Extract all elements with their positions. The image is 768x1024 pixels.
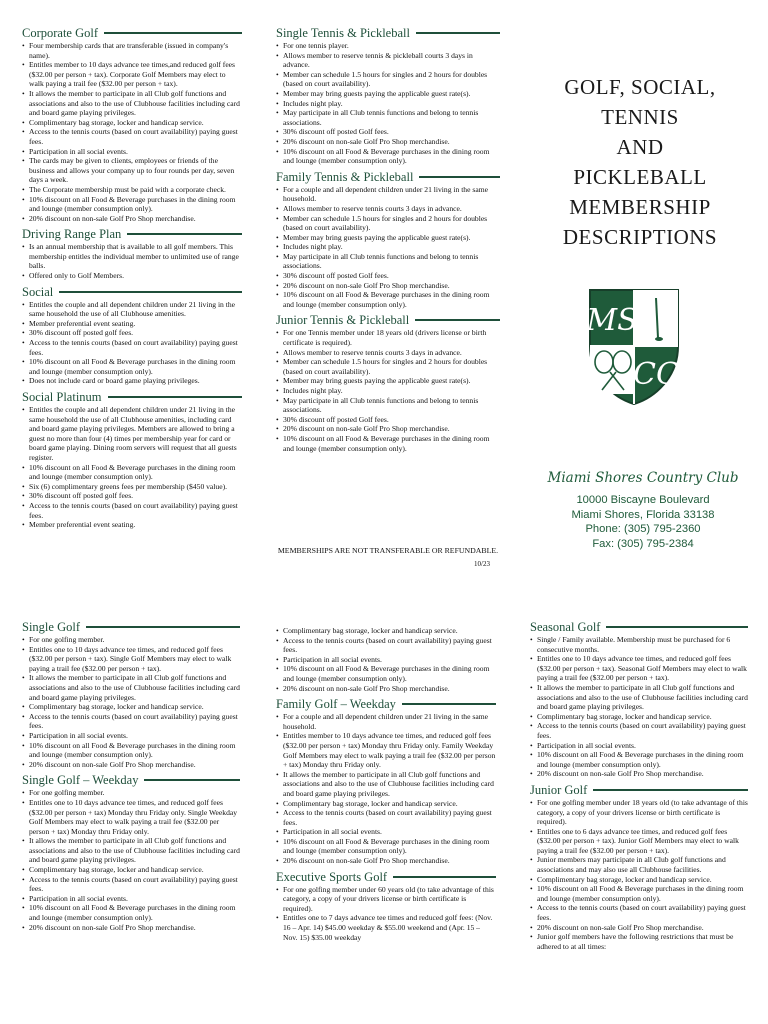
list-item: • Entitles member to 10 days advance tee times,and reduced golf fees ($32.00 per person + tax). Corporate Golf Members may elect to walk paying a trail fee ($32.00 per person + tax). bbox=[22, 60, 242, 89]
bullet-list bbox=[276, 885, 496, 943]
list-item: • Complimentary bag storage, locker and handicap service. bbox=[530, 712, 748, 722]
bullet-list bbox=[22, 300, 242, 386]
list-item: • Entitles one to 6 days advance tee times, and reduced golf fees ($32.00 per person + tax). Junior Golf Members may elect to walk paying a trail fee ($32.00 per person + tax). bbox=[530, 827, 748, 856]
section-title: Social bbox=[22, 284, 54, 299]
list-item: • For one tennis player. bbox=[276, 41, 500, 51]
list-item: • 10% discount on all Food & Beverage purchases in the dining room and lounge (member consumption only). bbox=[22, 195, 242, 214]
section-rule bbox=[593, 789, 748, 791]
section-rule bbox=[393, 876, 496, 878]
list-item: • It allows the member to participate in all Club golf functions and associations and also to the use of Clubhouse facilities including card and board game playing privileges. bbox=[276, 770, 496, 799]
list-item: • 20% discount on non-sale Golf Pro Shop merchandise. bbox=[276, 684, 496, 694]
list-item: • 30% discount off posted Golf fees. bbox=[276, 415, 500, 425]
section-heading bbox=[22, 227, 242, 241]
list-item: • 20% discount on non-sale Golf Pro Shop merchandise. bbox=[276, 856, 496, 866]
list-item: • 10% discount on all Food & Beverage purchases in the dining room and lounge (member consumption only). bbox=[530, 884, 748, 903]
list-item: • 10% discount on all Food & Beverage purchases in the dining room and lounge (member consumption only). bbox=[276, 434, 500, 453]
list-item: • The Corporate membership must be paid with a corporate check. bbox=[22, 185, 242, 195]
list-item: • Junior golf members have the following restrictions that must be adhered to at all times: bbox=[530, 932, 748, 951]
list-item: • Access to the tennis courts (based on court availability) paying guest fees. bbox=[276, 636, 496, 655]
list-item: • It allows the member to participate in all Club golf functions and associations and also to the use of Clubhouse facilities including card and board game playing privileges. bbox=[22, 836, 240, 865]
list-item: • For a couple and all dependent children under 21 living in the same household. bbox=[276, 712, 496, 731]
list-item: • Single / Family available. Membership must be purchased for 6 consecutive months. bbox=[530, 635, 748, 654]
list-item: • Access to the tennis courts (based on court availability) paying guest fees. bbox=[22, 127, 242, 146]
section-heading bbox=[276, 697, 496, 711]
list-item: • May participate in all Club tennis functions and belong to tennis associations. bbox=[276, 252, 500, 271]
list-item: • Includes night play. bbox=[276, 99, 500, 109]
section-rule bbox=[606, 626, 748, 628]
list-item: • Allows member to reserve tennis & pickleball courts 3 days in advance. bbox=[276, 51, 500, 70]
list-item: • Member may bring guests paying the applicable guest rate(s). bbox=[276, 233, 500, 243]
section-rule bbox=[104, 32, 242, 34]
list-item: • 10% discount on all Food & Beverage purchases in the dining room and lounge (member consumption only). bbox=[276, 837, 496, 856]
list-item: • Participation in all social events. bbox=[276, 827, 496, 837]
list-item: • 10% discount on all Food & Beverage purchases in the dining room and lounge (member consumption only). bbox=[530, 750, 748, 769]
list-item: • Entitles one to 7 days advance tee times and reduced golf fees: (Nov. 16 – Apr. 14) $45.00 weekday & $55.00 weekend and (Apr. 15 – Nov. 15) $35.00 weekday bbox=[276, 913, 496, 942]
list-item: • Entitles the couple and all dependent children under 21 living in the same household the use of all Clubhouse amenities. bbox=[22, 300, 242, 319]
section-heading bbox=[22, 285, 242, 299]
list-item: • 20% discount on non-sale Golf Pro Shop merchandise. bbox=[276, 281, 500, 291]
bullet-list bbox=[22, 788, 240, 932]
section-rule bbox=[59, 291, 242, 293]
list-item: • Entitles one to 10 days advance tee times, and reduced golf fees ($32.00 per person + tax). Single Golf Members may elect to walk paying a trail fee ($32.00 per person + tax). bbox=[22, 645, 240, 674]
list-item: • The cards may be given to clients, employees or friends of the business and allows your company up to four rounds per day, seven days a week. bbox=[22, 156, 242, 185]
list-item: • For one golfing member. bbox=[22, 635, 240, 645]
list-item: • Participation in all social events. bbox=[530, 741, 748, 751]
list-item: • May participate in all Club tennis functions and belong to tennis associations. bbox=[276, 396, 500, 415]
title-line: TENNIS bbox=[601, 105, 679, 129]
list-item: • Is an annual membership that is available to all golf members. This membership entitles the individual member to unlimited use of range balls. bbox=[22, 242, 242, 271]
section-title: Executive Sports Golf bbox=[276, 869, 388, 884]
list-item: • Four membership cards that are transferable (issued in company's name). bbox=[22, 41, 242, 60]
list-item: • Member may bring guests paying the applicable guest rate(s). bbox=[276, 89, 500, 99]
list-item: • 20% discount on non-sale Golf Pro Shop merchandise. bbox=[22, 214, 242, 224]
list-item: • Complimentary bag storage, locker and handicap service. bbox=[22, 702, 240, 712]
list-item: • For one golfing member under 18 years old (to take advantage of this category, a copy of your drivers license or birth certificate is required). bbox=[530, 798, 748, 827]
list-item: • Participation in all social events. bbox=[22, 894, 240, 904]
bullet-list bbox=[276, 712, 496, 866]
list-item: • Access to the tennis courts (based on court availability) paying guest fees. bbox=[530, 721, 748, 740]
section-title: Family Golf – Weekday bbox=[276, 697, 396, 712]
list-item: • Entitles the couple and all dependent children under 21 living in the same household the use of all Clubhouse amenities, including card and board game playing privileges. Members are allowed to bring a guest no more than four (4) times per membership year for card or board game playing. Dining room servers will request that all guests register. bbox=[22, 405, 242, 463]
section-rule bbox=[144, 779, 240, 781]
list-item: • 30% discount off posted golf fees. bbox=[22, 491, 242, 501]
list-item: • Access to the tennis courts (based on court availability) paying guest fees. bbox=[22, 338, 242, 357]
section-title: Single Tennis & Pickleball bbox=[276, 26, 410, 40]
section-heading bbox=[276, 313, 500, 327]
list-item: • Member can schedule 1.5 hours for singles and 2 hours for doubles (based on court availability). bbox=[276, 357, 500, 376]
bottom-right-column bbox=[530, 620, 748, 955]
section-title: Seasonal Golf bbox=[530, 620, 601, 634]
section-heading bbox=[22, 620, 240, 634]
section-title: Driving Range Plan bbox=[22, 227, 122, 242]
section-heading bbox=[22, 390, 242, 404]
bullet-list bbox=[22, 405, 242, 530]
list-item: • 20% discount on non-sale Golf Pro Shop merchandise. bbox=[530, 923, 748, 933]
list-item: • Allows member to reserve tennis courts 3 days in advance. bbox=[276, 204, 500, 214]
list-item: • It allows the member to participate in all Club golf functions and associations and also to the use of Clubhouse facilities including card and board game playing privileges. bbox=[530, 683, 748, 712]
section-heading bbox=[276, 26, 500, 40]
title-line: DESCRIPTIONS bbox=[562, 225, 718, 249]
list-item: • Offered only to Golf Members. bbox=[22, 271, 242, 281]
list-item: • Member can schedule 1.5 hours for singles and 2 hours for doubles (based on court availability). bbox=[276, 214, 500, 233]
bullet-list bbox=[530, 635, 748, 779]
section-rule bbox=[419, 176, 500, 178]
brochure-title bbox=[540, 72, 740, 252]
bullet-list bbox=[276, 328, 500, 453]
section-title: Single Golf bbox=[22, 620, 80, 634]
logo-cc-text: CC bbox=[633, 357, 679, 392]
list-item: • 10% discount on all Food & Beverage purchases in the dining room and lounge (member consumption only). bbox=[22, 463, 242, 482]
club-phone: Phone: (305) 795-2360 bbox=[585, 523, 701, 535]
logo-ms-text: MS bbox=[586, 303, 638, 338]
revision-code: 10/23 bbox=[474, 560, 490, 568]
title-line: AND bbox=[616, 135, 664, 159]
section-title: Corporate Golf bbox=[22, 26, 99, 40]
section-title: Single Golf – Weekday bbox=[22, 773, 139, 788]
list-item: • Junior members may participate in all Club golf functions and associations and may also use all Clubhouse facilities. bbox=[530, 855, 748, 874]
list-item: • Complimentary bag storage, locker and handicap service. bbox=[276, 799, 496, 809]
list-item: • Participation in all social events. bbox=[22, 147, 242, 157]
bottom-left-column bbox=[22, 620, 240, 936]
section-rule bbox=[416, 32, 500, 34]
bullet-list bbox=[276, 185, 500, 310]
list-item: • Participation in all social events. bbox=[22, 731, 240, 741]
list-item: • 20% discount on non-sale Golf Pro Shop merchandise. bbox=[22, 760, 240, 770]
list-item: • Complimentary bag storage, locker and handicap service. bbox=[22, 118, 242, 128]
list-item: • Complimentary bag storage, locker and handicap service. bbox=[276, 626, 496, 636]
list-item: • Participation in all social events. bbox=[276, 655, 496, 665]
section-heading bbox=[530, 783, 748, 797]
list-item: • Complimentary bag storage, locker and handicap service. bbox=[22, 865, 240, 875]
title-line: MEMBERSHIP bbox=[569, 195, 711, 219]
top-middle-column bbox=[276, 26, 500, 457]
list-item: • 30% discount off posted golf fees. bbox=[22, 328, 242, 338]
list-item: • Member can schedule 1.5 hours for singles and 2 hours for doubles (based on court availability). bbox=[276, 70, 500, 89]
list-item: • Includes night play. bbox=[276, 386, 500, 396]
club-address: 10000 Biscayne Boulevard bbox=[576, 494, 710, 506]
bullet-list bbox=[276, 41, 500, 166]
list-item: • 20% discount on non-sale Golf Pro Shop merchandise. bbox=[530, 769, 748, 779]
section-heading bbox=[276, 170, 500, 184]
list-item: • Entitles one to 10 days advance tee times, and reduced golf fees ($32.00 per person + tax). Seasonal Golf Members may elect to walk paying a trail fee ($32.00 per person + tax). bbox=[530, 654, 748, 683]
list-item: • Entitles one to 10 days advance tee times, and reduced golf fees ($32.00 per person + tax) Monday thru Friday only. Single Weekday Golf Members may elect to walk paying a trail fee ($32.00 per person + tax) Monday thru Friday only. bbox=[22, 798, 240, 836]
bottom-middle-column bbox=[276, 626, 496, 946]
list-item: • For a couple and all dependent children under 21 living in the same household. bbox=[276, 185, 500, 204]
section-heading bbox=[22, 26, 242, 40]
list-item: • Access to the tennis courts (based on court availability) paying guest fees. bbox=[530, 903, 748, 922]
club-fax: Fax: (305) 795-2384 bbox=[592, 537, 694, 550]
list-item: • It allows the member to participate in all Club golf functions and associations and also to the use of Clubhouse facilities including card and board game playing privileges. bbox=[22, 89, 242, 118]
list-item: • Six (6) complimentary greens fees per membership ($450 value). bbox=[22, 482, 242, 492]
list-item: • 10% discount on all Food & Beverage purchases in the dining room and lounge (member consumption only). bbox=[22, 903, 240, 922]
list-item: • Member preferential event seating. bbox=[22, 520, 242, 530]
list-item: • For one golfing member under 60 years old (to take advantage of this category, a copy of your drivers license or birth certificate is required). bbox=[276, 885, 496, 914]
section-title: Junior Golf bbox=[530, 782, 588, 797]
bullet-list bbox=[530, 798, 748, 952]
section-rule bbox=[127, 233, 242, 235]
list-item: • Entitles member to 10 days advance tee times, and reduced golf fees ($32.00 per person + tax) Monday thru Friday only. Family Weekday Golf Members may elect to walk paying a trail fee ($32.00 per person + tax) Monday thru Friday only. bbox=[276, 731, 496, 769]
list-item: • Member preferential event seating. bbox=[22, 319, 242, 329]
bullet-list bbox=[22, 41, 242, 223]
list-item: • 20% discount on non-sale Golf Pro Shop merchandise. bbox=[276, 424, 500, 434]
club-city: Miami Shores, Florida 33138 bbox=[571, 508, 715, 521]
list-item: • It allows the member to participate in all Club golf functions and associations and also to the use of Clubhouse facilities including card and board game playing privileges. bbox=[22, 673, 240, 702]
section-heading bbox=[530, 620, 748, 634]
bullet-list bbox=[276, 626, 496, 693]
list-item: • Member may bring guests paying the applicable guest rate(s). bbox=[276, 376, 500, 386]
section-title: Junior Tennis & Pickleball bbox=[276, 313, 410, 328]
section-rule bbox=[402, 703, 496, 705]
section-rule bbox=[108, 396, 242, 398]
list-item: • 10% discount on all Food & Beverage purchases in the dining room and lounge (member consumption only). bbox=[276, 147, 500, 166]
club-logo bbox=[584, 286, 684, 406]
list-item: • Includes night play. bbox=[276, 242, 500, 252]
list-item: • 10% discount on all Food & Beverage purchases in the dining room and lounge (member consumption only). bbox=[22, 741, 240, 760]
list-item: • 20% discount on non-sale Golf Pro Shop merchandise. bbox=[22, 923, 240, 933]
list-item: • Allows member to reserve tennis courts 3 days in advance. bbox=[276, 348, 500, 358]
list-item: • Access to the tennis courts (based on court availability) paying guest fees. bbox=[22, 875, 240, 894]
section-rule bbox=[86, 626, 240, 628]
list-item: • 20% discount on non-sale Golf Pro Shop merchandise. bbox=[276, 137, 500, 147]
section-title: Family Tennis & Pickleball bbox=[276, 169, 414, 184]
list-item: • May participate in all Club tennis functions and belong to tennis associations. bbox=[276, 108, 500, 127]
list-item: • 10% discount on all Food & Beverage purchases in the dining room and lounge (member consumption only). bbox=[22, 357, 242, 376]
list-item: • 30% discount off posted Golf fees. bbox=[276, 271, 500, 281]
list-item: • 10% discount on all Food & Beverage purchases in the dining room and lounge (member consumption only). bbox=[276, 664, 496, 683]
section-title: Social Platinum bbox=[22, 390, 102, 404]
list-item: • Access to the tennis courts (based on court availability) paying guest fees. bbox=[276, 808, 496, 827]
section-heading bbox=[22, 773, 240, 787]
bullet-list bbox=[22, 635, 240, 769]
list-item: • For one golfing member. bbox=[22, 788, 240, 798]
section-rule bbox=[415, 319, 500, 321]
top-left-column bbox=[22, 26, 242, 534]
club-name: Miami Shores Country Club bbox=[547, 470, 739, 486]
list-item: • Access to the tennis courts (based on court availability) paying guest fees. bbox=[22, 501, 242, 520]
transfer-note: MEMBERSHIPS ARE NOT TRANSFERABLE OR REFUNDABLE. bbox=[277, 546, 499, 555]
bullet-list bbox=[22, 242, 242, 280]
club-contact bbox=[530, 470, 756, 551]
list-item: • Access to the tennis courts (based on court availability) paying guest fees. bbox=[22, 712, 240, 731]
list-item: • Complimentary bag storage, locker and handicap service. bbox=[530, 875, 748, 885]
title-line: PICKLEBALL bbox=[573, 165, 707, 189]
list-item: • For one Tennis member under 18 years old (drivers license or birth certificate is required). bbox=[276, 328, 500, 347]
section-heading bbox=[276, 870, 496, 884]
list-item: • 30% discount off posted Golf fees. bbox=[276, 127, 500, 137]
title-line: GOLF, SOCIAL, bbox=[564, 75, 716, 99]
list-item: • Does not include card or board game playing privileges. bbox=[22, 376, 242, 386]
list-item: • 10% discount on all Food & Beverage purchases in the dining room and lounge (member consumption only). bbox=[276, 290, 500, 309]
